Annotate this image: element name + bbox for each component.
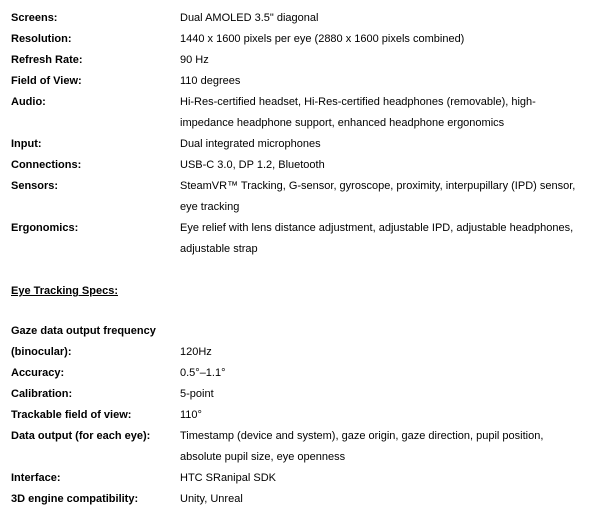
spec-label: Screens: xyxy=(11,12,58,24)
spec-label: Accuracy: xyxy=(11,367,65,379)
spec-value: 120Hz xyxy=(180,346,212,358)
spec-value: Dual integrated microphones xyxy=(180,138,321,150)
spec-value: Timestamp (device and system), gaze origin, gaze direction, pupil position, absolute pupil size, eye openness xyxy=(180,430,544,463)
spec-value: USB-C 3.0, DP 1.2, Bluetooth xyxy=(180,159,325,171)
spec-label: Trackable field of view: xyxy=(11,409,132,421)
spec-value: 5-point xyxy=(180,388,214,400)
spec-value: HTC SRanipal SDK xyxy=(180,472,276,484)
spec-label: Field of View: xyxy=(11,75,82,87)
spec-value: 90 Hz xyxy=(180,54,209,66)
spec-value: Unity, Unreal xyxy=(180,493,243,505)
spec-value: 110° xyxy=(180,409,202,421)
eye-tracking-heading: Eye Tracking Specs: xyxy=(11,285,118,297)
spec-label: Input: xyxy=(11,138,42,150)
spec-label: Sensors: xyxy=(11,180,59,192)
spec-label: 3D engine compatibility: xyxy=(11,493,139,505)
spec-label: Audio: xyxy=(11,96,46,108)
spec-value: Hi-Res-certified headset, Hi-Res-certified headphones (removable), high-impedance headphone support, enhanced headphone ergonomics xyxy=(180,96,536,129)
spec-label: Calibration: xyxy=(11,388,73,400)
spec-label: Resolution: xyxy=(11,33,72,45)
spec-value: SteamVR™ Tracking, G-sensor, gyroscope, proximity, interpupillary (IPD) sensor, eye tracking xyxy=(180,180,576,213)
spec-value: 0.5°–1.1° xyxy=(180,367,226,379)
spec-label: Data output (for each eye): xyxy=(11,430,151,442)
spec-label: Refresh Rate: xyxy=(11,54,83,66)
spec-label: (binocular): xyxy=(11,346,72,358)
spec-label: Interface: xyxy=(11,472,61,484)
spec-label: Gaze data output frequency xyxy=(11,325,156,337)
spec-label: Connections: xyxy=(11,159,82,171)
spec-value: 110 degrees xyxy=(180,75,241,87)
spec-label: Ergonomics: xyxy=(11,222,79,234)
spec-value: Dual AMOLED 3.5" diagonal xyxy=(180,12,319,24)
spec-value: Eye relief with lens distance adjustment, adjustable IPD, adjustable headphones, adjustable strap xyxy=(180,222,574,255)
spec-value: 1440 x 1600 pixels per eye (2880 x 1600 pixels combined) xyxy=(180,33,465,45)
